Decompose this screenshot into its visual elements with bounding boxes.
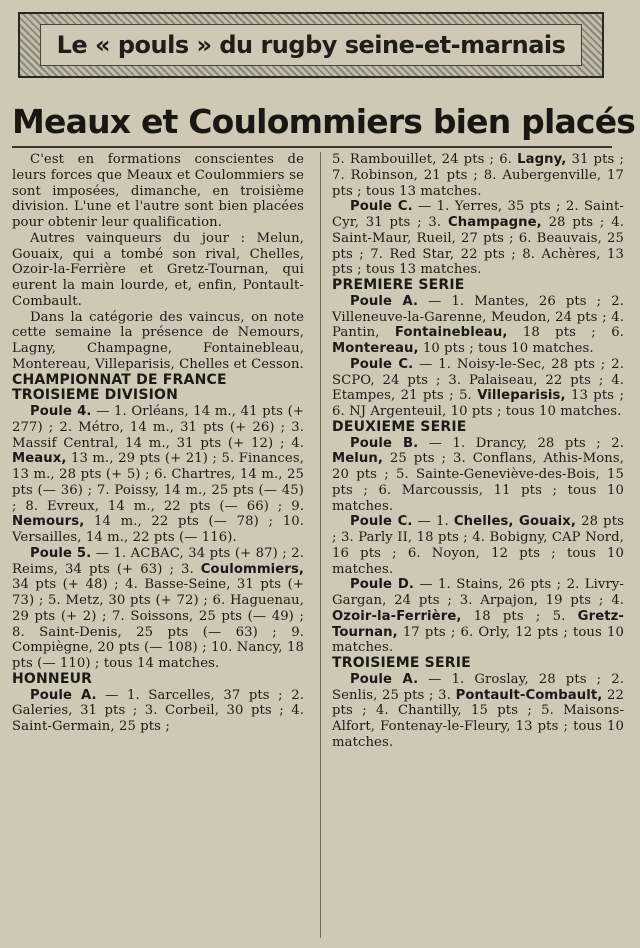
results-honneur-poule-a: Poule A. — 1. Sarcelles, 37 pts ; 2. Galeries, 31 pts ; 3. Corbeil, 30 pts ; 4. Saint-Germain, 25 pts ; — [12, 687, 304, 734]
section-heading-deuxieme-serie: DEUXIEME SERIE — [332, 418, 467, 435]
column-divider — [320, 152, 321, 938]
results-deuxieme-poule-d: Poule D. — 1. Stains, 26 pts ; 2. Livry-Gargan, 24 pts ; 3. Arpajon, 19 pts ; 4. Ozoir-la-Ferrière, 18 pts ; 5. Gretz-Tournan, 17 pts ; 6. Orly, 12 pts ; tous 10 matches. — [332, 577, 624, 656]
results-premiere-poule-a: Poule A. — 1. Mantes, 26 pts ; 2. Villeneuve-la-Garenne, Meudon, 24 pts ; 4. Pantin, Fontainebleau, 18 pts ; 6. Montereau, 10 pts ; tous 10 matches. — [332, 293, 624, 356]
intro-paragraph-2: Autres vainqueurs du jour : Melun, Gouaix, qui a tombé son rival, Chelles, Ozoir-la-Ferrière et Gretz-Tournan, qui eurent la main lourde, et, enfin, Pontault-Combault. — [12, 230, 304, 309]
article-column-right — [332, 152, 624, 751]
results-poule-4: Poule 4. — 1. Orléans, 14 m., 41 pts (+ 277) ; 2. Métro, 14 m., 31 pts (+ 26) ; 3. Massif Central, 14 m., 31 pts (+ 12) ; 4. Meaux, 13 m., 29 pts (+ 21) ; 5. Finances, 13 m., 28 pts (+ 5) ; 6. Chartres, 14 m., 25 pts (— 36) ; 7. Poissy, 14 m., 25 pts (— 45) ; 8. Evreux, 14 m., 22 pts (— 66) ; 9. Nemours, 14 m., 22 pts (— 78) ; 10. Versailles, 14 m., 22 pts (— 116). — [12, 404, 305, 545]
results-honneur-poule-c: Poule C. — 1. Yerres, 35 pts ; 2. Saint-Cyr, 31 pts ; 3. Champagne, 28 pts ; 4. Saint-Maur, Rueil, 27 pts ; 6. Beauvais, 25 pts ; 7. Red Star, 22 pts ; 8. Achères, 13 pts ; tous 13 matches. — [332, 199, 624, 278]
kicker-title: Le « pouls » du rugby seine-et-marnais — [40, 24, 582, 66]
results-deuxieme-poule-c: Poule C. — 1. Chelles, Gouaix, 28 pts ; 3. Parly II, 18 pts ; 4. Bobigny, CAP Nord, 16 pts ; 6. Noyon, 12 pts ; tous 10 matches. — [332, 514, 624, 577]
results-premiere-poule-c: Poule C. — 1. Noisy-le-Sec, 28 pts ; 2. SCPO, 24 pts ; 3. Palaiseau, 22 pts ; 4. Etampes, 21 pts ; 5. Villeparisis, 13 pts ; 6. NJ Argenteuil, 10 pts ; tous 10 matches. — [332, 356, 625, 419]
headline-rule — [12, 146, 612, 148]
section-heading-championnat: CHAMPIONNAT DE FRANCE — [12, 371, 227, 388]
results-troisieme-poule-a: Poule A. — 1. Groslay, 28 pts ; 2. Senlis, 25 pts ; 3. Pontault-Combault, 22 pts ; 4. Chantilly, 15 pts ; 5. Maisons-Alfort, Fontenay-le-Fleury, 13 pts ; tous 10 matches. — [332, 671, 624, 750]
section-heading-troisieme-serie: TROISIEME SERIE — [332, 655, 471, 671]
intro-paragraph-1: C'est en formations conscientes de leurs forces que Meaux et Coulommiers se sont imposées, dimanche, en troisième division. L'une et l'autre sont bien placées pour obtenir leur qualification. — [12, 152, 304, 230]
results-poule-5: Poule 5. — 1. ACBAC, 34 pts (+ 87) ; 2. Reims, 34 pts (+ 63) ; 3. Coulommiers, 34 pts (+ 48) ; 4. Basse-Seine, 31 pts (+ 73) ; 5. Metz, 30 pts (+ 72) ; 6. Haguenau, 29 pts (+ 2) ; 7. Soissons, 25 pts (— 49) ; 8. Saint-Denis, 25 pts (— 63) ; 9. Compiègne, 20 pts (— 108) ; 10. Nancy, 18 pts (— 110) ; tous 14 matches. — [12, 545, 305, 671]
article-column-left — [12, 152, 304, 735]
results-honneur-poule-a-cont: 5. Rambouillet, 24 pts ; 6. Lagny, 31 pts ; 7. Robinson, 21 pts ; 8. Aubergenville, 17 pts ; tous 13 matches. — [332, 152, 624, 199]
headline: Meaux et Coulommiers bien placés — [12, 102, 636, 141]
section-heading-troisieme-division: TROISIEME DIVISION — [12, 387, 179, 404]
results-deuxieme-poule-b: Poule B. — 1. Drancy, 28 pts ; 2. Melun, 25 pts ; 3. Conflans, Athis-Mons, 20 pts ; 5. Sainte-Geneviève-des-Bois, 15 pts ; 6. Marcoussis, 11 pts ; tous 10 matches. — [332, 435, 625, 514]
kicker-banner — [18, 12, 604, 78]
intro-paragraph-3: Dans la catégorie des vaincus, on note cette semaine la présence de Nemours, Lagny, Champagne, Fontainebleau, Montereau, Villeparisis, Chelles et Cesson. — [12, 309, 304, 372]
section-heading-premiere-serie: PREMIERE SERIE — [332, 277, 465, 293]
section-heading-honneur: HONNEUR — [12, 670, 93, 687]
